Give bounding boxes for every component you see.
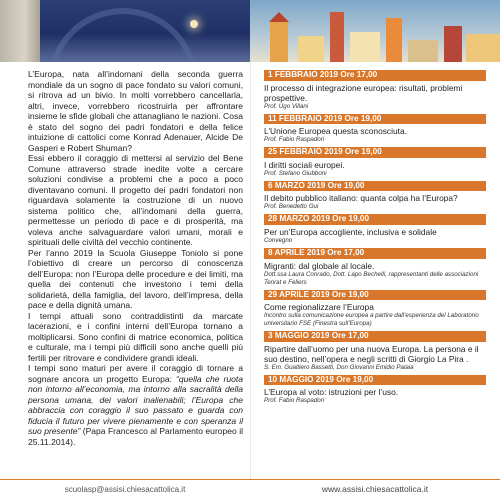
- event-title: L’Unione Europea questa sconosciuta.: [264, 126, 407, 137]
- event-title: Il processo di integrazione europea: risultati, problemi prospettive.: [264, 82, 463, 103]
- event-item: [264, 214, 486, 245]
- event-speaker: Prof. Fabio Raspadori: [264, 397, 325, 405]
- event-speaker: Prof. Ugo Villani: [264, 102, 309, 110]
- event-date-bar: 8 APRILE 2019 Ore 17,00: [264, 248, 486, 259]
- event-speaker: Incontro sulla comunicazione europea a partire dall’esperienza del Laboratorio universitario FSE (Finestra sull’Europa): [264, 312, 479, 328]
- intro-paragraph: L’Europa, nata all’indomani della seconda guerra mondiale da un sogno di pace fondato su valori comuni, si ritrova ad un bivio. In molti vorrebbero cancellarla, altri, invece, vorrebbero ricostruirla per affrontare insieme le sfide globali che attanagliano le nazioni. Cosa è stato del sogno dei padri fondatori e della felice intuizione di cattolici come Konrad Adenauer, Alcide De Gasperi e Robert Shuman?: [28, 69, 243, 153]
- event-title: Migranti: dal globale al locale.: [264, 260, 375, 271]
- event-item: [264, 248, 486, 287]
- event-item: [264, 114, 486, 145]
- event-item: [264, 147, 486, 178]
- intro-paragraph: Essi ebbero il coraggio di mettersi al servizio del Bene Comune attraverso strade inedite volte a cercare soluzioni condivise a problemi che a poco a poco diventavano comuni. Il progetto dei padri fondatori non riguardava solamente la costruzione di un nuovo sistema politico che, all’indomani della guerra, permettesse un periodo di pace e di prosperità, ma voleva anche salvaguardare valori umani, morali e spirituali delle civiltà del vecchio continente.: [28, 153, 243, 247]
- event-item: [264, 181, 486, 212]
- town-house-shape: [466, 34, 500, 62]
- event-date-bar: 1 FEBBRAIO 2019 Ore 17,00: [264, 70, 486, 81]
- event-date-bar: 29 APRILE 2019 Ore 19,00: [264, 290, 486, 301]
- quote-source: (Papa Francesco al Parlamento europeo il 25.11.2014).: [28, 426, 244, 447]
- event-date-bar: 3 MAGGIO 2019 Ore 17,00: [264, 331, 486, 342]
- town-tower-shape: [386, 18, 402, 62]
- event-speaker: Prof. Fabio Raspadori: [264, 136, 325, 144]
- arch-shape: [48, 8, 198, 62]
- town-roof-shape: [269, 12, 289, 22]
- event-title: Il debito pubblico italiano: quanta colpa ha l’Europa?: [264, 193, 458, 204]
- town-tower-shape: [330, 12, 344, 62]
- event-item: [264, 375, 486, 406]
- intro-text: [28, 69, 243, 447]
- event-item: [264, 70, 486, 111]
- intro-paragraph: Per l’anno 2019 la Scuola Giuseppe Toniolo si pone l’obiettivo di creare un percorso di conoscenza dell’Europa: non l’Europa delle procedure e dei limiti, ma quella dei contenuti che investono i temi della solidarietà, della famiglia, del lavoro, dell’impresa, della pace e della dignità umana.: [28, 247, 243, 310]
- town-tower-shape: [444, 26, 462, 62]
- header-image-right: [250, 0, 500, 62]
- event-title: Per un’Europa accogliente, inclusiva e solidale: [264, 226, 437, 237]
- fold-line: [250, 62, 251, 479]
- header-image-left: [0, 0, 250, 62]
- event-date-bar: 10 MAGGIO 2019 Ore 19,00: [264, 375, 486, 386]
- website-footer[interactable]: www.assisi.chiesacattolica.it: [250, 479, 500, 500]
- town-tower-shape: [270, 22, 288, 62]
- event-speaker: Prof. Benedetto Gui: [264, 203, 319, 211]
- event-date-bar: 25 FEBBRAIO 2019 Ore 19,00: [264, 147, 486, 158]
- event-schedule: [264, 70, 486, 408]
- event-speaker: Dott.ssa Laura Conrado, Dott. Lapo Bechelli, rappresentanti delle associazioni Tenrat e Feliers: [264, 270, 479, 286]
- town-house-shape: [408, 40, 438, 62]
- event-speaker: Convegno: [264, 236, 293, 244]
- event-item: [264, 331, 486, 372]
- event-speaker: S. Em. Gualtiero Bassetti, Don Giovanni Emidio Palaia: [264, 363, 414, 371]
- event-title: Ripartire dall’uomo per una nuova Europa. La persona e il suo destino, nell’opera e negli scritti di Giorgio La Pira .: [264, 343, 479, 364]
- event-item: [264, 290, 486, 329]
- pope-quote: “quella che ruota non intorno all’economia, ma intorno alla sacralità della persona umana, dei valori inalienabili; l’Europa che abbraccia con coraggio il suo passato e guarda con fiducia il futuro per vivere pienamente e con speranza il suo presente”: [28, 373, 244, 436]
- event-speaker: Prof. Stefano Giubboni: [264, 169, 327, 177]
- town-house-shape: [350, 32, 380, 62]
- event-date-bar: 6 MARZO 2019 Ore 19,00: [264, 181, 486, 192]
- event-date-bar: 28 MARZO 2019 Ore 19,00: [264, 214, 486, 225]
- event-title: L’Europa al voto: istruzioni per l’uso.: [264, 387, 399, 398]
- town-house-shape: [298, 36, 324, 62]
- closing-lead: I tempi sono maturi per avere il coraggio di tornare a sognare ancora un progetto Europa:: [28, 363, 243, 384]
- lamp-light-shape: [190, 20, 198, 28]
- intro-paragraph: I tempi attuali sono contraddistinti da marcate lacerazioni, e i confini interni dell’Europa tornano a moltiplicarsi. Sono confini di matrice economica, politica e culturale, ma i tempi più difficili sono anche quelli più fertili per ritrovare e condividere grandi ideali.: [28, 310, 243, 363]
- closing-paragraph: [28, 363, 243, 447]
- stone-column-shape: [0, 0, 40, 62]
- event-title: I diritti sociali europei.: [264, 159, 345, 170]
- event-title: Come regionalizzare l’Europa: [264, 302, 374, 313]
- event-date-bar: 11 FEBBRAIO 2019 Ore 19,00: [264, 114, 486, 125]
- email-footer[interactable]: scuolasp@assisi.chiesacattolica.it: [0, 479, 250, 500]
